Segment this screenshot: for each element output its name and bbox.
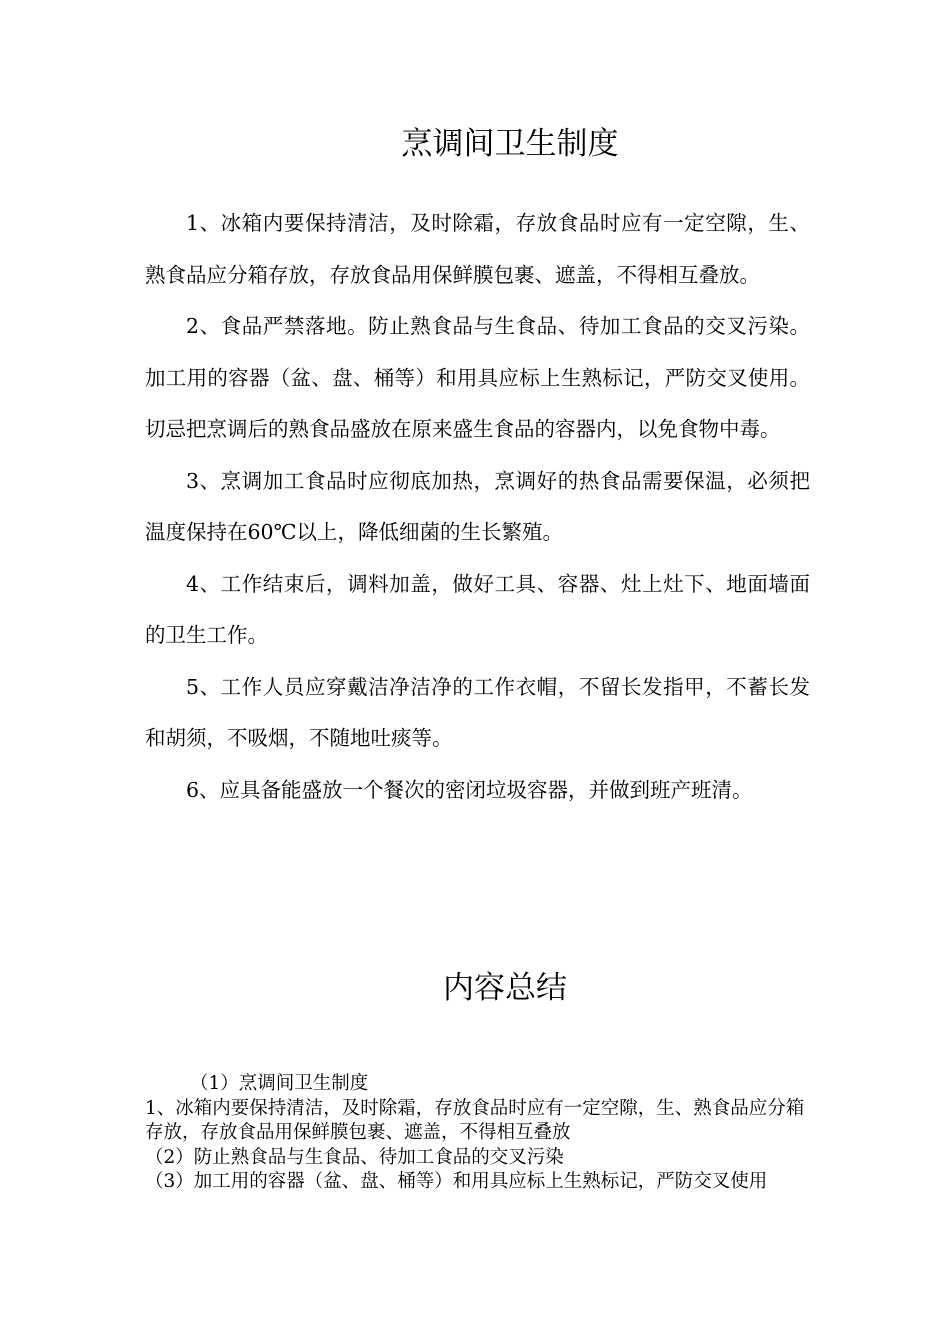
paragraph-4: 4、工作结束后，调料加盖，做好工具、容器、灶上灶下、地面墙面的卫生工作。	[145, 571, 810, 647]
paragraph-3: 3、烹调加工食品时应彻底加热，烹调好的热食品需要保温，必须把温度保持在60℃以上，降低细菌的生长繁殖。	[145, 468, 810, 544]
paragraph-2: 2、食品严禁落地。防止熟食品与生食品、待加工食品的交叉污染。加工用的容器（盆、盘、桶等）和用具应标上生熟标记，严防交叉使用。切忌把烹调后的熟食品盛放在原来盛生食品的容器内，以免食物中毒。	[145, 314, 810, 441]
document-title: 烹调间卫生制度	[401, 126, 619, 162]
paragraph-5: 5、工作人员应穿戴洁净洁净的工作衣帽，不留长发指甲，不蓄长发和胡须，不吸烟，不随地吐痰等。	[145, 674, 810, 750]
document-body	[145, 198, 810, 816]
summary-title: 内容总结	[443, 970, 567, 1006]
summary-line-4: （3）加工用的容器（盆、盘、桶等）和用具应标上生熟标记，严防交叉使用	[145, 1171, 768, 1192]
summary-line-2: 1、冰箱内要保持清洁，及时除霜，存放食品时应有一定空隙，生、熟食品应分箱存放，存放食品用保鲜膜包裹、遮盖，不得相互叠放	[145, 1097, 805, 1143]
summary-line-3: （2）防止熟食品与生食品、待加工食品的交叉污染	[145, 1146, 564, 1168]
summary-body	[145, 1072, 810, 1195]
paragraph-6: 6、应具备能盛放一个餐次的密闭垃圾容器，并做到班产班清。	[186, 777, 753, 802]
paragraph-1: 1、冰箱内要保持清洁，及时除霜，存放食品时应有一定空隙，生、熟食品应分箱存放，存放食品用保鲜膜包裹、遮盖，不得相互叠放。	[145, 211, 810, 287]
summary-line-1: （1）烹调间卫生制度	[190, 1073, 369, 1094]
